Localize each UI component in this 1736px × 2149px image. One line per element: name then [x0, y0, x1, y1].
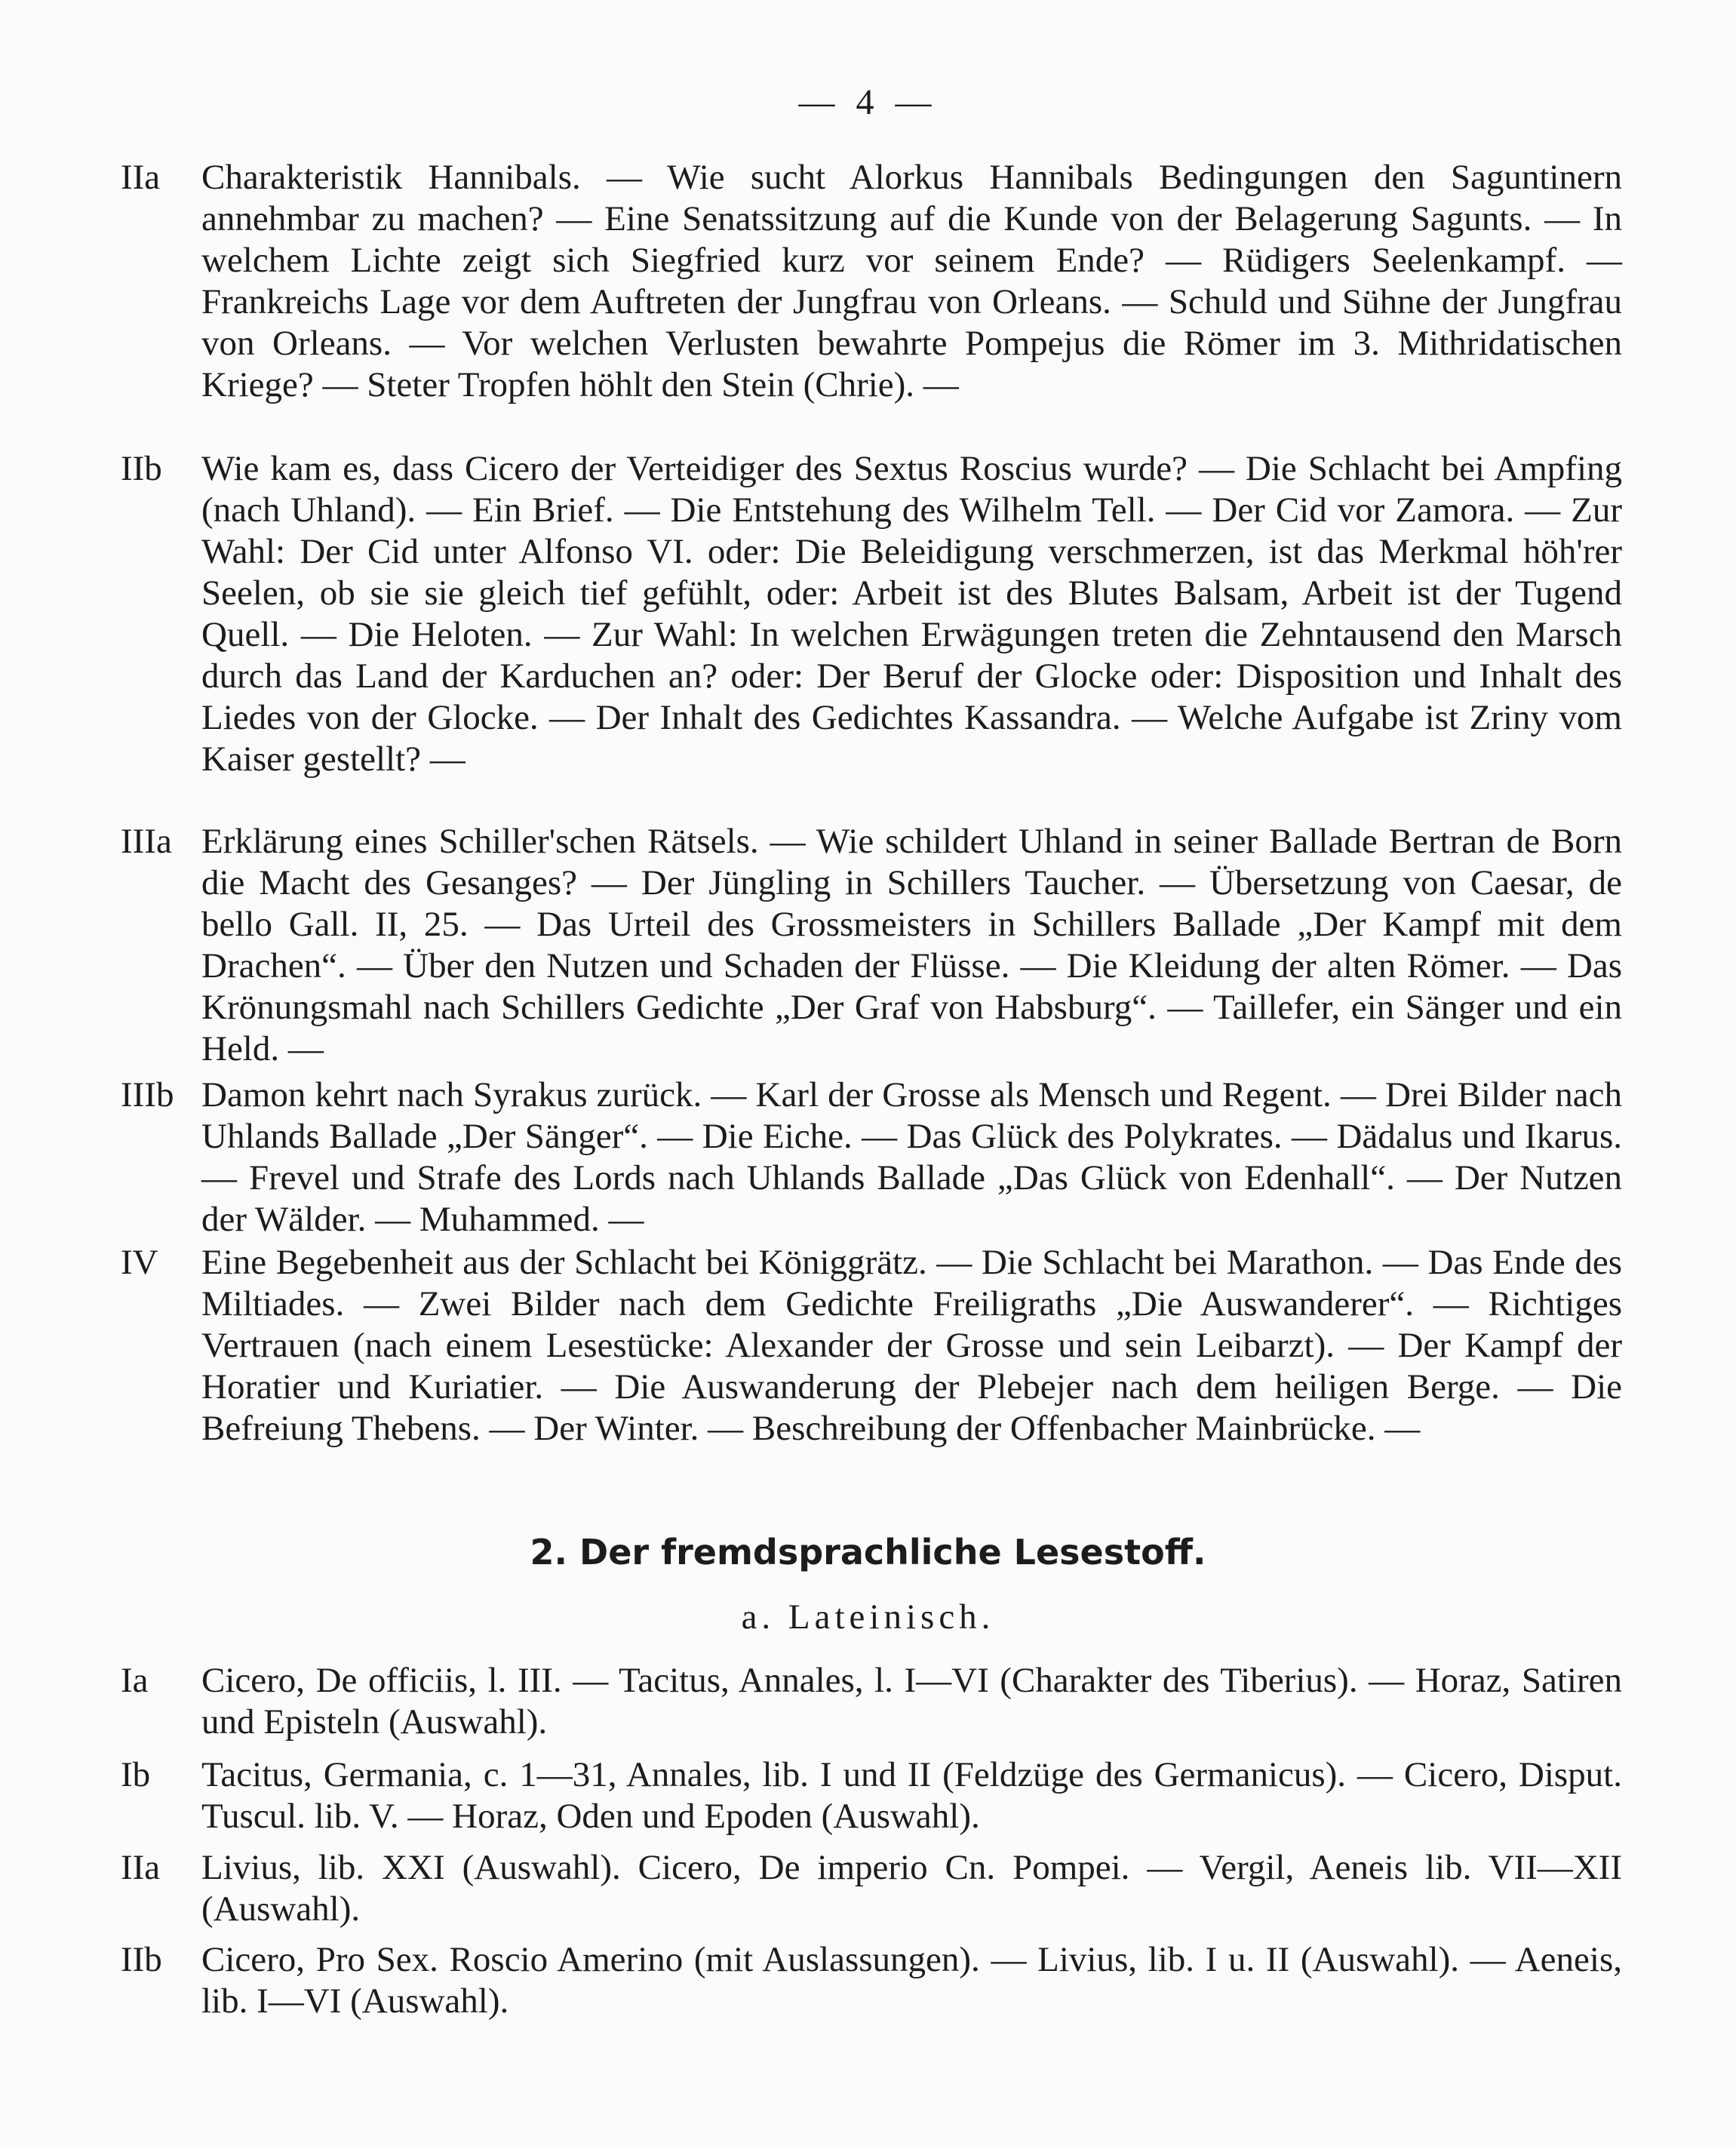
- page-number: — 4 —: [798, 82, 938, 122]
- latin-entry-IIa: [121, 1847, 1622, 1930]
- latin-entry-Ia: [121, 1660, 1622, 1743]
- class-label: IIa: [121, 1848, 161, 1887]
- class-label: IIa: [121, 158, 161, 197]
- topic-entry-IIIa: [121, 821, 1622, 1070]
- class-label: IIIa: [121, 822, 172, 861]
- topic-entry-IIa: [121, 157, 1622, 406]
- reading-text: Cicero, Pro Sex. Roscio Amerino (mit Auslassungen). — Livius, lib. I u. II (Auswahl). — Aeneis, lib. I—VI (Auswahl).: [201, 1940, 1622, 2021]
- latin-entry-Ib: [121, 1754, 1622, 1837]
- reading-text: Tacitus, Germania, c. 1—31, Annales, lib. I und II (Feldzüge des Germanicus). — Cicero, Disput. Tuscul. lib. V. — Horaz, Oden und Epoden (Auswahl).: [201, 1755, 1622, 1836]
- topic-text: Charakteristik Hannibals. — Wie sucht Alorkus Hannibals Bedingungen den Saguntinern annehmbar zu machen? — Eine Senatssitzung auf die Kunde von der Belagerung Sagunts. — In welchem Lichte zeigt sich Siegfried kurz vor seinem Ende? — Rüdigers Seelenkampf. — Frankreichs Lage vor dem Auftreten der Jungfrau von Orleans. — Schuld und Sühne der Jungfrau von Orleans. — Vor welchen Verlusten bewahrte Pompejus die Römer im 3. Mithridatischen Kriege? — Steter Tropfen höhlt den Stein (Chrie). —: [201, 158, 1622, 404]
- topic-entry-IIIb: [121, 1074, 1622, 1241]
- topic-entry-IIb: [121, 448, 1622, 780]
- class-label: Ia: [121, 1661, 149, 1700]
- latin-entry-IIb: [121, 1939, 1622, 2022]
- class-label: IIb: [121, 1940, 162, 1979]
- reading-text: Livius, lib. XXI (Auswahl). Cicero, De imperio Cn. Pompei. — Vergil, Aeneis lib. VII—XII (Auswahl).: [201, 1848, 1622, 1929]
- topic-text: Erklärung eines Schiller'schen Rätsels. — Wie schildert Uhland in seiner Ballade Bertran de Born die Macht des Gesanges? — Der Jüngling in Schillers Taucher. — Übersetzung von Caesar, de bello Gall. II, 25. — Das Urteil des Grossmeisters in Schillers Ballade „Der Kampf mit dem Drachen“. — Über den Nutzen und Schaden der Flüsse. — Die Kleidung der alten Römer. — Das Krönungsmahl nach Schillers Gedichte „Der Graf von Habsburg“. — Taillefer, ein Sänger und ein Held. —: [201, 822, 1622, 1068]
- class-label: IIIb: [121, 1075, 174, 1114]
- reading-text: Cicero, De officiis, l. III. — Tacitus, Annales, l. I—VI (Charakter des Tiberius). — Horaz, Satiren und Episteln (Auswahl).: [201, 1661, 1622, 1742]
- subsection-heading: a. Lateinisch.: [741, 1597, 995, 1637]
- topic-entry-IV: [121, 1242, 1622, 1450]
- topic-text: Eine Begebenheit aus der Schlacht bei Königgrätz. — Die Schlacht bei Marathon. — Das Ende des Miltiades. — Zwei Bilder nach dem Gedichte Freiligraths „Die Auswanderer“. — Richtiges Vertrauen (nach einem Lesestücke: Alexander der Grosse und sein Leibarzt). — Der Kampf der Horatier und Kuriatier. — Die Auswanderung der Plebejer nach dem heiligen Berge. — Die Befreiung Thebens. — Der Winter. — Beschreibung der Offenbacher Mainbrücke. —: [201, 1243, 1622, 1448]
- section-heading: 2. Der fremdsprachliche Lesestoff.: [530, 1532, 1206, 1573]
- topic-text: Damon kehrt nach Syrakus zurück. — Karl der Grosse als Mensch und Regent. — Drei Bilder nach Uhlands Ballade „Der Sänger“. — Die Eiche. — Das Glück des Polykrates. — Dädalus und Ikarus. — Frevel und Strafe des Lords nach Uhlands Ballade „Das Glück von Edenhall“. — Der Nutzen der Wälder. — Muhammed. —: [201, 1075, 1622, 1239]
- topic-text: Wie kam es, dass Cicero der Verteidiger des Sextus Roscius wurde? — Die Schlacht bei Ampfing (nach Uhland). — Ein Brief. — Die Entstehung des Wilhelm Tell. — Der Cid vor Zamora. — Zur Wahl: Der Cid unter Alfonso VI. oder: Die Beleidigung verschmerzen, ist das Merkmal höh'rer Seelen, ob sie sie gleich tief gefühlt, oder: Arbeit ist des Blutes Balsam, Arbeit ist der Tugend Quell. — Die Heloten. — Zur Wahl: In welchen Erwägungen treten die Zehntausend den Marsch durch das Land der Karduchen an? oder: Der Beruf der Glocke oder: Disposition und Inhalt des Liedes von der Glocke. — Der Inhalt des Gedichtes Kassandra. — Welche Aufgabe ist Zriny vom Kaiser gestellt? —: [201, 449, 1622, 779]
- class-label: IIb: [121, 449, 162, 488]
- class-label: Ib: [121, 1755, 151, 1794]
- class-label: IV: [121, 1243, 158, 1282]
